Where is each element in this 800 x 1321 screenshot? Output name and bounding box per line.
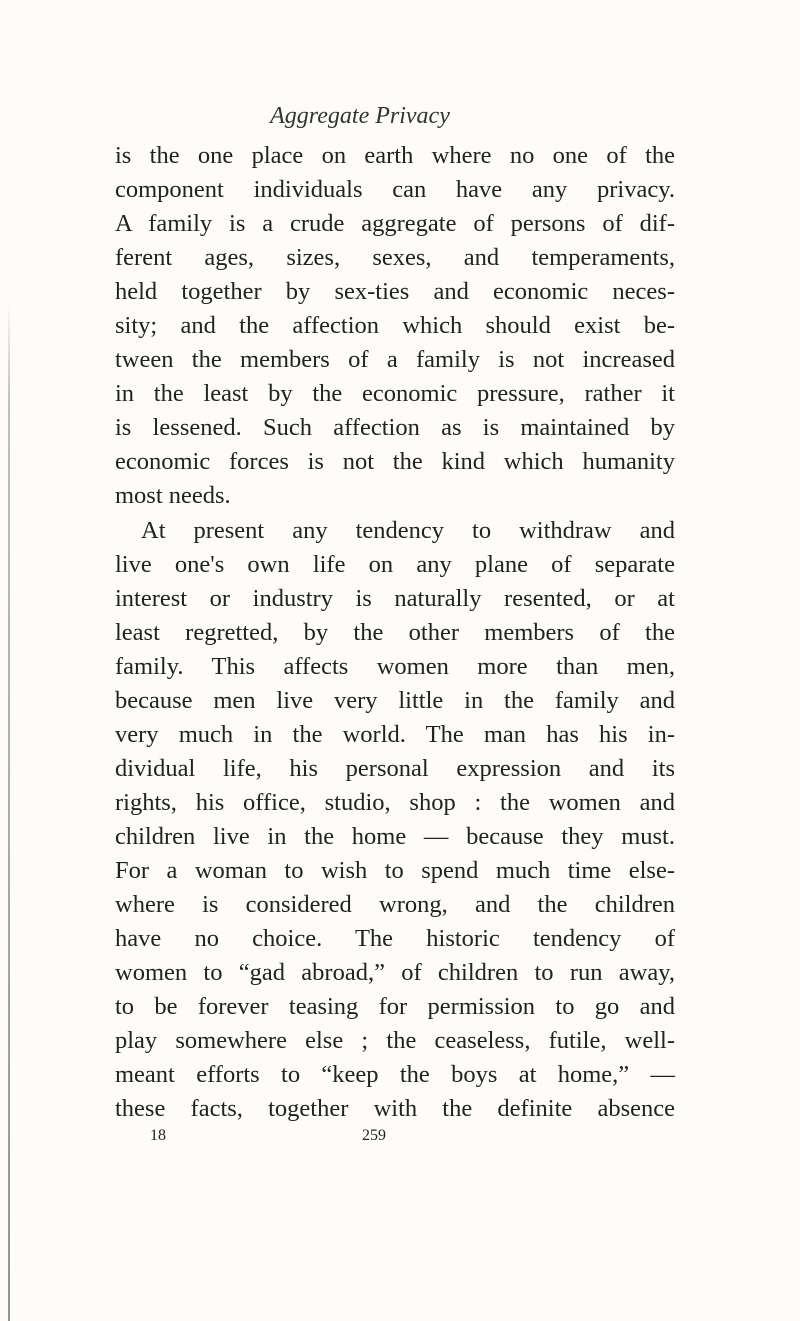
- text-line: interest or industry is naturally resented, or at: [115, 584, 675, 612]
- text-line: play somewhere else ; the ceaseless, futile, well-: [115, 1027, 675, 1055]
- text-line: sity; and the affection which should exist be-: [115, 312, 675, 340]
- text-line: because men live very little in the family and: [115, 686, 675, 714]
- text-line: economic forces is not the kind which humanity: [115, 448, 675, 476]
- text-line: A family is a crude aggregate of persons of dif-: [115, 210, 675, 238]
- text-line: these facts, together with the definite absence: [115, 1095, 675, 1123]
- text-line: in the least by the economic pressure, rather it: [115, 380, 675, 408]
- text-line: children live in the home — because they must.: [115, 822, 675, 850]
- text-line: women to “gad abroad,” of children to run away,: [115, 959, 675, 987]
- text-line: meant efforts to “keep the boys at home,” —: [115, 1061, 675, 1089]
- text-line: is the one place on earth where no one of the: [115, 142, 675, 169]
- text-line: least regretted, by the other members of the: [115, 618, 675, 646]
- text-line: component individuals can have any privacy.: [115, 176, 675, 204]
- text-line: held together by sex-ties and economic neces-: [115, 278, 675, 306]
- text-line: live one's own life on any plane of separate: [115, 550, 675, 578]
- text-line: rights, his office, studio, shop : the women and: [115, 788, 675, 816]
- text-line: dividual life, his personal expression and its: [115, 754, 675, 782]
- text-line: very much in the world. The man has his in-: [115, 720, 675, 748]
- running-head: Aggregate Privacy: [270, 103, 450, 129]
- text-line: have no choice. The historic tendency of: [115, 925, 675, 953]
- text-line: is lessened. Such affection as is maintained by: [115, 414, 675, 442]
- text-line: tween the members of a family is not increased: [115, 346, 675, 374]
- text-line: At present any tendency to withdraw and: [141, 516, 675, 544]
- text-line: to be forever teasing for permission to go and: [115, 993, 675, 1021]
- page-number: 259: [362, 1127, 386, 1144]
- signature-mark: 18: [150, 1127, 166, 1144]
- text-line: ferent ages, sizes, sexes, and temperaments,: [115, 244, 675, 272]
- text-line: family. This affects women more than men,: [115, 652, 675, 680]
- text-line: where is considered wrong, and the children: [115, 891, 675, 919]
- body-text: [115, 139, 675, 1126]
- text-line: For a woman to wish to spend much time else-: [115, 856, 675, 884]
- page-gutter-shadow: [8, 300, 10, 1321]
- text-line: most needs.: [115, 482, 231, 510]
